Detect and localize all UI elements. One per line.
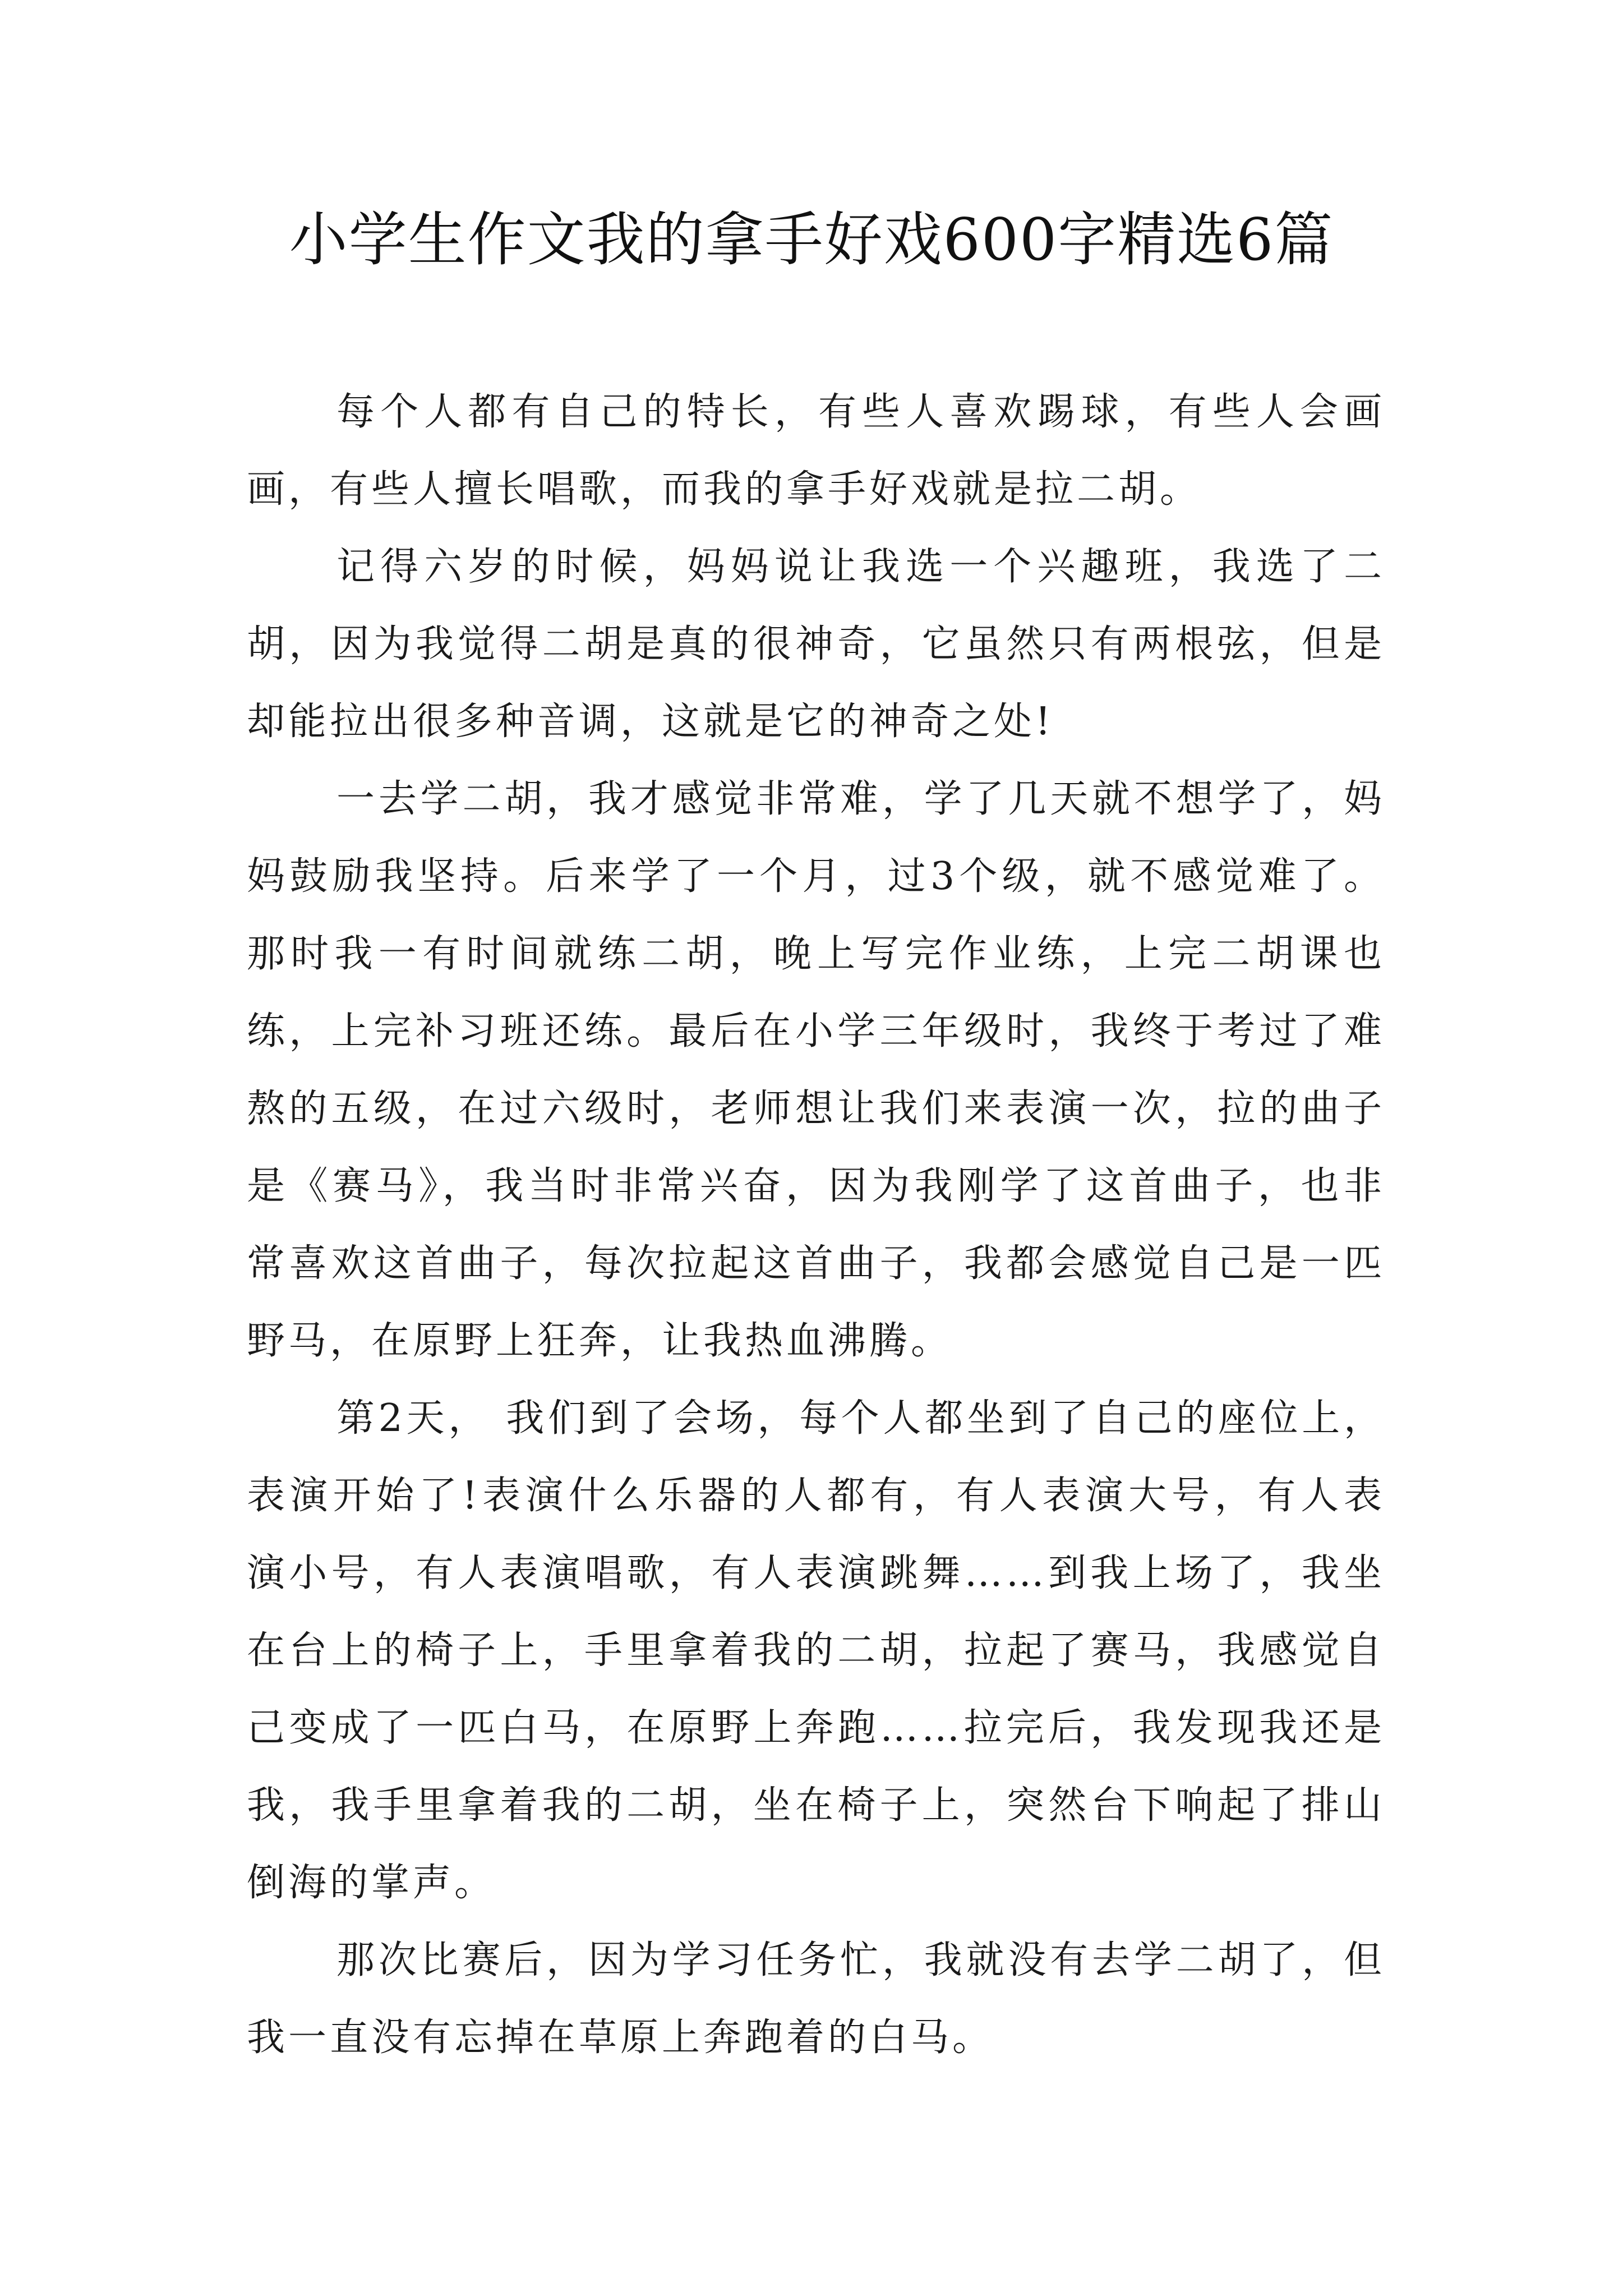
paragraph-2: 记得六岁的时候，妈妈说让我选一个兴趣班，我选了二胡，因为我觉得二胡是真的很神奇，它虽然只有两根弦，但是却能拉出很多种音调，这就是它的神奇之处! [247,545,1385,744]
paragraph-1: 每个人都有自己的特长，有些人喜欢踢球，有些人会画画，有些人擅长唱歌，而我的拿手好戏就是拉二胡。 [247,390,1385,512]
paragraph-4: 第2天， 我们到了会场，每个人都坐到了自己的座位上，表演开始了!表演什么乐器的人都有，有人表演大号，有人表演小号，有人表演唱歌，有人表演跳舞……到我上场了，我坐在台上的椅子上，手里拿着我的二胡，拉起了赛马，我感觉自己变成了一匹白马，在原野上奔跑……拉完后，我发现我还是我，我手里拿着我的二胡，坐在椅子上，突然台下响起了排山倒海的掌声。 [247,1396,1386,1905]
document-body [247,374,1385,2077]
paragraph-5: 那次比赛后，因为学习任务忙，我就没有去学二胡了，但我一直没有忘掉在草原上奔跑着的白马。 [247,1938,1385,2060]
paragraph-3: 一去学二胡，我才感觉非常难，学了几天就不想学了，妈妈鼓励我坚持。后来学了一个月，过3个级，就不感觉难了。那时我一有时间就练二胡，晚上写完作业练，上完二胡课也练，上完补习班还练。最后在小学三年级时，我终于考过了难熬的五级，在过六级时，老师想让我们来表演一次，拉的曲子是《赛马》，我当时非常兴奋，因为我刚学了这首曲子，也非常喜欢这首曲子，每次拉起这首曲子，我都会感觉自己是一匹野马，在原野上狂奔，让我热血沸腾。 [247,777,1385,1363]
document-title: 小学生作文我的拿手好戏600字精选6篇 [289,205,1334,274]
